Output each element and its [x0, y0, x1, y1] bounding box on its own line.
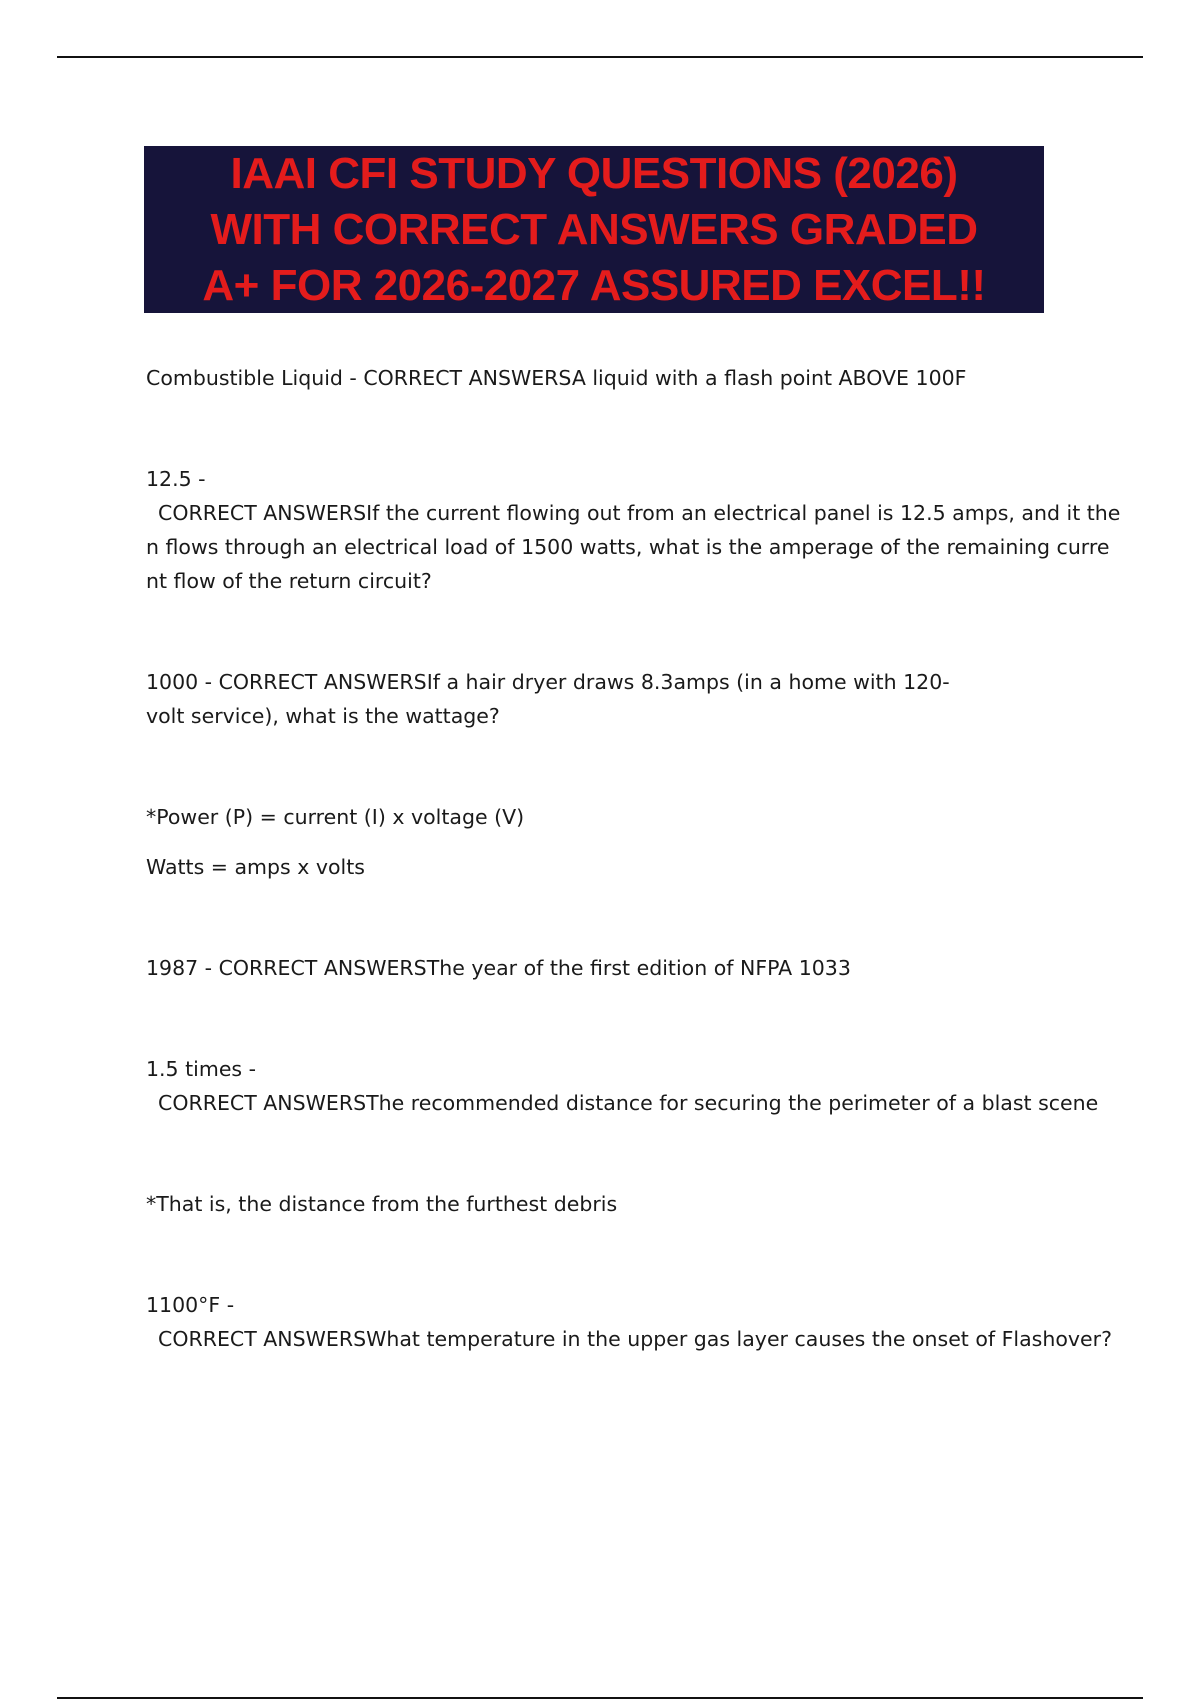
- entry-1-5-times-answer: CORRECT ANSWERSThe recommended distance for securing the perimeter of a blast scene: [158, 1091, 1099, 1115]
- entry-1100f-answer: CORRECT ANSWERSWhat temperature in the upper gas layer causes the onset of Flashover?: [158, 1327, 1112, 1351]
- title-line-3: A+ FOR 2026-2027 ASSURED EXCEL!!: [202, 260, 986, 310]
- entry-12-5-answer-line-3: nt flow of the return circuit?: [146, 569, 432, 593]
- power-formula: *Power (P) = current (I) x voltage (V): [146, 805, 525, 829]
- title-banner: [144, 146, 1044, 313]
- footer-rule: [57, 1697, 1143, 1699]
- entry-combustible-liquid: Combustible Liquid - CORRECT ANSWERSA liquid with a flash point ABOVE 100F: [146, 366, 967, 390]
- title-line-2: WITH CORRECT ANSWERS GRADED: [210, 204, 978, 254]
- debris-note: *That is, the distance from the furthest debris: [146, 1192, 618, 1216]
- entry-12-5-answer-line-2: n flows through an electrical load of 1500 watts, what is the amperage of the remaining curre: [146, 535, 1110, 559]
- header-rule: [57, 56, 1143, 58]
- entry-1000-line-1: 1000 - CORRECT ANSWERSIf a hair dryer draws 8.3amps (in a home with 120-: [146, 670, 950, 694]
- watts-formula: Watts = amps x volts: [146, 855, 365, 879]
- title-line-1: IAAI CFI STUDY QUESTIONS (2026): [230, 148, 958, 198]
- entry-1100f-term: 1100°F -: [146, 1293, 235, 1317]
- entry-12-5-answer-line-1: CORRECT ANSWERSIf the current flowing out from an electrical panel is 12.5 amps, and it the: [158, 501, 1121, 525]
- entry-1-5-times-term: 1.5 times -: [146, 1057, 257, 1081]
- entry-12-5-term: 12.5 -: [146, 467, 206, 491]
- entry-1000-line-2: volt service), what is the wattage?: [146, 704, 500, 728]
- entry-1987: 1987 - CORRECT ANSWERSThe year of the first edition of NFPA 1033: [146, 956, 851, 980]
